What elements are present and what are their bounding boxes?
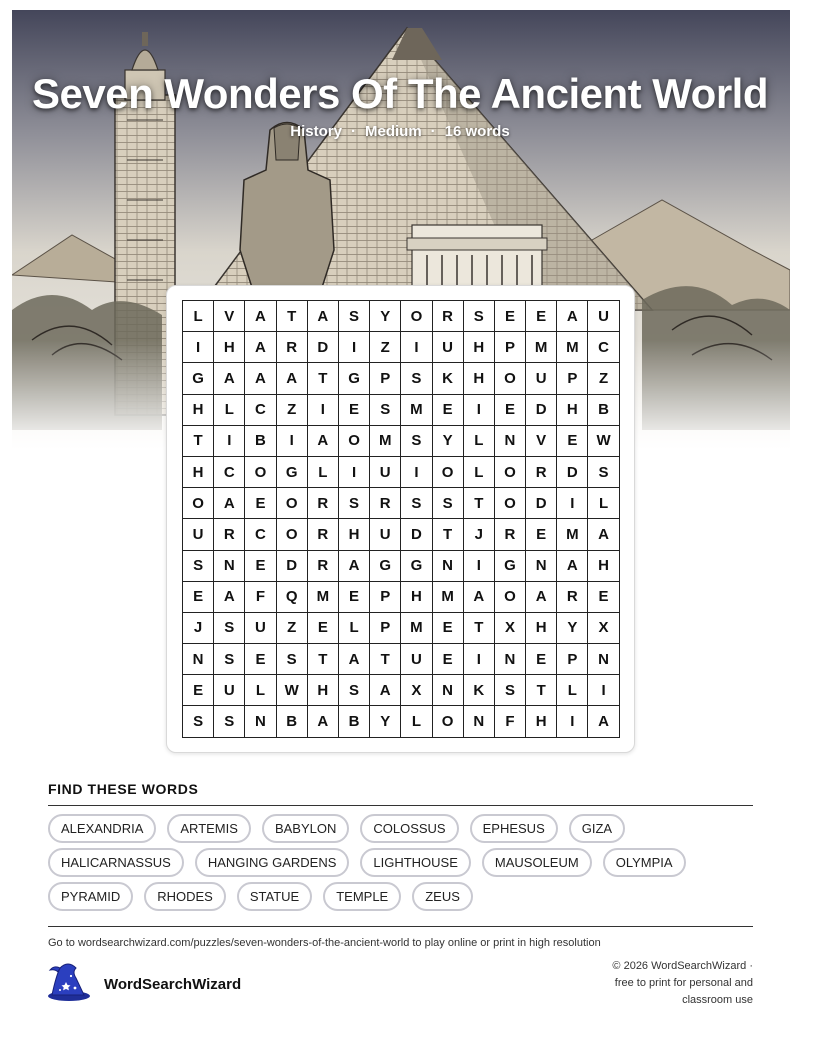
grid-cell[interactable]: E <box>494 394 525 425</box>
grid-cell[interactable]: U <box>526 363 557 394</box>
grid-cell[interactable]: R <box>432 301 463 332</box>
grid-row <box>183 425 620 456</box>
footer-url-text: Go to wordsearchwizard.com/puzzles/seven-wonders-of-the-ancient-world to play online or print in high resolution <box>48 937 601 949</box>
grid-cell[interactable]: T <box>307 363 338 394</box>
grid-cell[interactable]: E <box>432 644 463 675</box>
grid-cell[interactable]: H <box>401 581 432 612</box>
grid-cell[interactable]: E <box>245 550 276 581</box>
grid-cell[interactable]: T <box>183 425 214 456</box>
grid-cell[interactable]: O <box>401 301 432 332</box>
letter-grid[interactable] <box>182 300 620 738</box>
grid-cell[interactable]: L <box>463 456 494 487</box>
grid-cell[interactable]: A <box>214 581 245 612</box>
grid-cell[interactable]: R <box>370 488 401 519</box>
grid-cell[interactable]: I <box>401 456 432 487</box>
grid-cell[interactable]: A <box>370 675 401 706</box>
grid-cell[interactable]: E <box>245 488 276 519</box>
grid-cell[interactable]: G <box>494 550 525 581</box>
meta-separator: · <box>350 123 356 140</box>
grid-cell[interactable]: D <box>557 456 588 487</box>
grid-cell[interactable]: H <box>183 456 214 487</box>
grid-cell[interactable]: A <box>588 519 619 550</box>
grid-cell[interactable]: I <box>214 425 245 456</box>
difficulty-label: Medium <box>364 123 422 140</box>
copyright-line: classroom use <box>682 994 753 1006</box>
grid-cell[interactable]: I <box>463 394 494 425</box>
grid-cell[interactable]: H <box>526 612 557 643</box>
grid-cell[interactable]: E <box>526 519 557 550</box>
grid-cell[interactable]: T <box>432 519 463 550</box>
word-pill: RHODES <box>144 882 226 911</box>
grid-cell[interactable]: E <box>338 394 369 425</box>
grid-cell[interactable]: G <box>276 456 307 487</box>
grid-cell[interactable]: I <box>338 456 369 487</box>
grid-cell[interactable]: N <box>183 644 214 675</box>
grid-cell[interactable]: C <box>214 456 245 487</box>
word-list-heading: FIND THESE WORDS <box>48 781 199 797</box>
grid-cell[interactable]: E <box>526 644 557 675</box>
puzzle-meta <box>0 123 800 140</box>
grid-cell[interactable]: M <box>432 581 463 612</box>
word-pill: GIZA <box>569 814 625 843</box>
grid-row <box>183 394 620 425</box>
word-pill: HANGING GARDENS <box>195 848 350 877</box>
grid-cell[interactable]: B <box>245 425 276 456</box>
grid-cell[interactable]: V <box>526 425 557 456</box>
grid-cell[interactable]: R <box>214 519 245 550</box>
grid-cell[interactable]: D <box>307 332 338 363</box>
word-pill: OLYMPIA <box>603 848 686 877</box>
grid-cell[interactable]: O <box>276 488 307 519</box>
grid-row <box>183 488 620 519</box>
grid-cell[interactable]: M <box>307 581 338 612</box>
grid-cell[interactable]: G <box>338 363 369 394</box>
grid-cell[interactable]: N <box>494 644 525 675</box>
brand-name: WordSearchWizard <box>104 976 242 993</box>
grid-cell[interactable]: Y <box>370 301 401 332</box>
grid-cell[interactable]: S <box>370 394 401 425</box>
grid-cell[interactable]: E <box>338 581 369 612</box>
grid-cell[interactable]: A <box>338 644 369 675</box>
grid-cell[interactable]: S <box>183 550 214 581</box>
grid-cell[interactable]: U <box>214 675 245 706</box>
grid-cell[interactable]: B <box>276 706 307 737</box>
grid-cell[interactable]: B <box>588 394 619 425</box>
word-pill: ZEUS <box>412 882 473 911</box>
grid-cell[interactable]: H <box>338 519 369 550</box>
grid-cell[interactable]: R <box>526 456 557 487</box>
grid-cell[interactable]: L <box>401 706 432 737</box>
grid-cell[interactable]: F <box>245 581 276 612</box>
grid-cell[interactable]: H <box>214 332 245 363</box>
grid-cell[interactable]: L <box>588 488 619 519</box>
copyright-notice <box>573 958 753 1009</box>
grid-cell[interactable]: O <box>183 488 214 519</box>
grid-row <box>183 644 620 675</box>
grid-cell[interactable]: Z <box>276 612 307 643</box>
grid-cell[interactable]: M <box>370 425 401 456</box>
grid-cell[interactable]: R <box>307 550 338 581</box>
grid-cell[interactable]: A <box>307 301 338 332</box>
grid-cell[interactable]: D <box>401 519 432 550</box>
grid-cell[interactable]: U <box>432 332 463 363</box>
grid-row <box>183 301 620 332</box>
grid-cell[interactable]: T <box>276 301 307 332</box>
grid-cell[interactable]: S <box>338 675 369 706</box>
word-pill: PYRAMID <box>48 882 133 911</box>
grid-cell[interactable]: O <box>245 456 276 487</box>
word-pill: BABYLON <box>262 814 349 843</box>
grid-cell[interactable]: Y <box>557 612 588 643</box>
grid-cell[interactable]: L <box>245 675 276 706</box>
grid-cell[interactable]: G <box>183 363 214 394</box>
grid-cell[interactable]: S <box>338 488 369 519</box>
grid-cell[interactable]: A <box>245 301 276 332</box>
grid-cell[interactable]: A <box>245 332 276 363</box>
grid-cell[interactable]: S <box>494 675 525 706</box>
grid-cell[interactable]: X <box>588 612 619 643</box>
grid-cell[interactable]: L <box>183 301 214 332</box>
grid-cell[interactable]: P <box>557 363 588 394</box>
divider <box>48 926 753 927</box>
grid-cell[interactable]: S <box>214 706 245 737</box>
grid-cell[interactable]: A <box>557 550 588 581</box>
grid-row <box>183 332 620 363</box>
grid-row <box>183 581 620 612</box>
grid-cell[interactable]: L <box>338 612 369 643</box>
grid-cell[interactable]: A <box>588 706 619 737</box>
word-list <box>48 814 768 916</box>
copyright-line: free to print for personal and <box>614 977 753 989</box>
word-pill: LIGHTHOUSE <box>360 848 471 877</box>
grid-cell[interactable]: E <box>307 612 338 643</box>
grid-cell[interactable]: F <box>494 706 525 737</box>
grid-cell[interactable]: W <box>276 675 307 706</box>
grid-cell[interactable]: T <box>463 612 494 643</box>
grid-cell[interactable]: A <box>463 581 494 612</box>
grid-cell[interactable]: H <box>463 332 494 363</box>
word-pill: STATUE <box>237 882 312 911</box>
grid-cell[interactable]: R <box>307 519 338 550</box>
word-pill: COLOSSUS <box>360 814 458 843</box>
word-search-card <box>166 285 635 753</box>
grid-cell[interactable]: P <box>557 644 588 675</box>
grid-cell[interactable]: B <box>338 706 369 737</box>
grid-cell[interactable]: H <box>557 394 588 425</box>
grid-cell[interactable]: C <box>245 519 276 550</box>
grid-cell[interactable]: N <box>432 550 463 581</box>
grid-cell[interactable]: R <box>557 581 588 612</box>
grid-cell[interactable]: E <box>588 581 619 612</box>
grid-cell[interactable]: R <box>276 332 307 363</box>
grid-row <box>183 675 620 706</box>
grid-cell[interactable]: T <box>307 644 338 675</box>
grid-cell[interactable]: U <box>401 644 432 675</box>
brand-logo[interactable] <box>46 962 241 1007</box>
grid-row <box>183 519 620 550</box>
grid-cell[interactable]: L <box>463 425 494 456</box>
grid-cell[interactable]: P <box>370 363 401 394</box>
grid-cell[interactable]: Z <box>276 394 307 425</box>
grid-cell[interactable]: L <box>307 456 338 487</box>
grid-cell[interactable]: O <box>494 456 525 487</box>
word-pill: ARTEMIS <box>167 814 251 843</box>
grid-cell[interactable]: Z <box>370 332 401 363</box>
grid-cell[interactable]: N <box>245 706 276 737</box>
wizard-hat-icon <box>46 962 92 1007</box>
grid-cell[interactable]: N <box>494 425 525 456</box>
grid-cell[interactable]: P <box>370 612 401 643</box>
grid-cell[interactable]: D <box>526 488 557 519</box>
grid-cell[interactable]: E <box>432 612 463 643</box>
grid-cell[interactable]: H <box>588 550 619 581</box>
word-pill: MAUSOLEUM <box>482 848 592 877</box>
copyright-line: © 2026 WordSearchWizard · <box>612 960 753 972</box>
grid-cell[interactable]: I <box>307 394 338 425</box>
grid-cell[interactable]: A <box>557 301 588 332</box>
grid-cell[interactable]: E <box>432 394 463 425</box>
grid-cell[interactable]: C <box>245 394 276 425</box>
grid-cell[interactable]: N <box>214 550 245 581</box>
grid-cell[interactable]: A <box>338 550 369 581</box>
grid-cell[interactable]: R <box>307 488 338 519</box>
word-row <box>48 814 768 843</box>
grid-cell[interactable]: S <box>401 363 432 394</box>
grid-cell[interactable]: O <box>276 519 307 550</box>
grid-cell[interactable]: J <box>463 519 494 550</box>
word-pill: EPHESUS <box>470 814 558 843</box>
grid-row <box>183 550 620 581</box>
grid-cell[interactable]: A <box>276 363 307 394</box>
grid-cell[interactable]: H <box>183 394 214 425</box>
grid-cell[interactable]: E <box>245 644 276 675</box>
grid-cell[interactable]: P <box>370 581 401 612</box>
word-row <box>48 882 768 911</box>
grid-cell[interactable]: O <box>432 706 463 737</box>
grid-cell[interactable]: X <box>494 612 525 643</box>
grid-cell[interactable]: E <box>183 581 214 612</box>
grid-cell[interactable]: O <box>432 456 463 487</box>
grid-cell[interactable]: E <box>494 301 525 332</box>
grid-cell[interactable]: I <box>463 644 494 675</box>
divider <box>48 805 753 806</box>
grid-cell[interactable]: M <box>401 394 432 425</box>
grid-cell[interactable]: H <box>526 706 557 737</box>
grid-cell[interactable]: T <box>463 488 494 519</box>
grid-row <box>183 612 620 643</box>
grid-cell[interactable]: S <box>214 612 245 643</box>
grid-cell[interactable]: G <box>370 550 401 581</box>
grid-cell[interactable]: L <box>214 394 245 425</box>
grid-cell[interactable]: U <box>588 301 619 332</box>
grid-cell[interactable]: A <box>307 706 338 737</box>
word-pill: ALEXANDRIA <box>48 814 156 843</box>
grid-cell[interactable]: M <box>526 332 557 363</box>
grid-cell[interactable]: R <box>494 519 525 550</box>
grid-cell[interactable]: E <box>526 301 557 332</box>
grid-cell[interactable]: I <box>183 332 214 363</box>
grid-cell[interactable]: A <box>307 425 338 456</box>
grid-cell[interactable]: S <box>401 425 432 456</box>
grid-cell[interactable]: A <box>245 363 276 394</box>
grid-cell[interactable]: E <box>557 425 588 456</box>
grid-cell[interactable]: N <box>432 675 463 706</box>
grid-cell[interactable]: J <box>183 612 214 643</box>
grid-cell[interactable]: W <box>588 425 619 456</box>
grid-cell[interactable]: A <box>214 363 245 394</box>
grid-cell[interactable]: Y <box>432 425 463 456</box>
grid-cell[interactable]: O <box>494 363 525 394</box>
grid-cell[interactable]: S <box>432 488 463 519</box>
grid-cell[interactable]: Y <box>370 706 401 737</box>
word-pill: TEMPLE <box>323 882 401 911</box>
grid-cell[interactable]: O <box>494 581 525 612</box>
grid-cell[interactable]: V <box>214 301 245 332</box>
grid-cell[interactable]: T <box>526 675 557 706</box>
grid-cell[interactable]: I <box>338 332 369 363</box>
grid-cell[interactable]: I <box>463 550 494 581</box>
grid-row <box>183 456 620 487</box>
grid-cell[interactable]: A <box>214 488 245 519</box>
word-row <box>48 848 768 877</box>
grid-cell[interactable]: A <box>526 581 557 612</box>
word-count-label: 16 words <box>444 123 510 140</box>
grid-cell[interactable]: O <box>338 425 369 456</box>
meta-separator: · <box>430 123 436 140</box>
grid-cell[interactable]: U <box>245 612 276 643</box>
grid-cell[interactable]: I <box>401 332 432 363</box>
grid-cell[interactable]: M <box>557 519 588 550</box>
grid-row <box>183 706 620 737</box>
grid-cell[interactable]: E <box>183 675 214 706</box>
grid-cell[interactable]: U <box>183 519 214 550</box>
grid-cell[interactable]: K <box>432 363 463 394</box>
grid-cell[interactable]: U <box>370 519 401 550</box>
grid-cell[interactable]: Z <box>588 363 619 394</box>
grid-cell[interactable]: I <box>557 488 588 519</box>
grid-cell[interactable]: H <box>463 363 494 394</box>
grid-cell[interactable]: S <box>463 301 494 332</box>
grid-row <box>183 363 620 394</box>
grid-cell[interactable]: P <box>494 332 525 363</box>
grid-cell[interactable]: Q <box>276 581 307 612</box>
grid-cell[interactable]: N <box>588 644 619 675</box>
grid-cell[interactable]: D <box>526 394 557 425</box>
grid-cell[interactable]: S <box>183 706 214 737</box>
category-label: History <box>290 123 342 140</box>
grid-cell[interactable]: I <box>276 425 307 456</box>
grid-cell[interactable]: S <box>214 644 245 675</box>
grid-cell[interactable]: G <box>401 550 432 581</box>
puzzle-title: Seven Wonders Of The Ancient World <box>32 70 768 117</box>
grid-cell[interactable]: H <box>307 675 338 706</box>
grid-cell[interactable]: N <box>463 706 494 737</box>
word-pill: HALICARNASSUS <box>48 848 184 877</box>
grid-cell[interactable]: T <box>370 644 401 675</box>
grid-cell[interactable]: U <box>370 456 401 487</box>
grid-cell[interactable]: M <box>401 612 432 643</box>
grid-cell[interactable]: N <box>526 550 557 581</box>
grid-cell[interactable]: S <box>338 301 369 332</box>
grid-cell[interactable]: M <box>557 332 588 363</box>
grid-cell[interactable]: K <box>463 675 494 706</box>
grid-cell[interactable]: S <box>276 644 307 675</box>
grid-cell[interactable]: D <box>276 550 307 581</box>
grid-cell[interactable]: I <box>588 675 619 706</box>
grid-cell[interactable]: S <box>588 456 619 487</box>
grid-cell[interactable]: O <box>494 488 525 519</box>
grid-cell[interactable]: L <box>557 675 588 706</box>
grid-cell[interactable]: C <box>588 332 619 363</box>
grid-cell[interactable]: S <box>401 488 432 519</box>
grid-cell[interactable]: X <box>401 675 432 706</box>
grid-cell[interactable]: I <box>557 706 588 737</box>
